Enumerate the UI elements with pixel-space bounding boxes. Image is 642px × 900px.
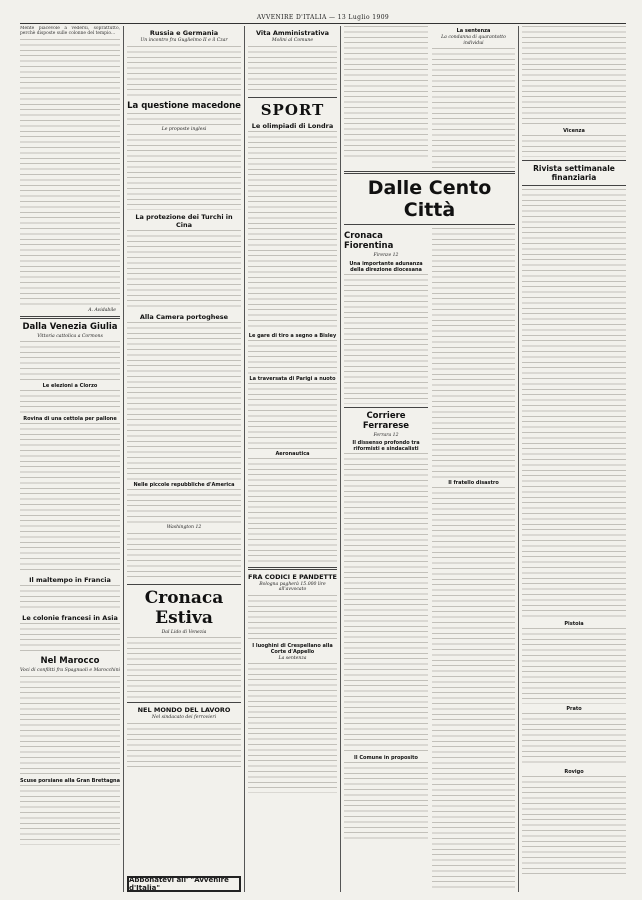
text-block [248, 131, 337, 331]
text-block [248, 663, 337, 793]
headline: Rovina di una cettola per pallone [23, 416, 117, 423]
text-block [20, 676, 120, 776]
headline: Rivista settimanale finanziaria [533, 164, 615, 182]
top-right [432, 26, 515, 168]
column-rule [340, 26, 341, 892]
headline: Vita Amministrativa [255, 29, 330, 37]
headline-subtitle: Un incontro fra Guglielmo II e il Czar [140, 38, 228, 43]
headline: SPORT [260, 100, 325, 119]
text-block [522, 628, 626, 704]
text-block [20, 390, 120, 414]
headline-subtitle: Dal Lido di Venezia [161, 629, 207, 635]
headline-subtitle: Nel sindacato dei ferrovieri [151, 715, 217, 720]
headline: FRA CODICI E PANDETTE [248, 572, 337, 581]
text-block [432, 487, 515, 892]
text-block [127, 230, 241, 310]
cities-right [432, 228, 515, 892]
signature: A. Avidabile [88, 307, 116, 313]
text-block [127, 113, 241, 127]
headline: La sentenza [456, 28, 491, 34]
headline-subtitle: Molini al Comune [271, 38, 314, 43]
newspaper-page [20, 12, 626, 892]
text-block [522, 776, 626, 876]
column-3 [248, 26, 337, 892]
headline-subtitle: Le proposte inglesi [161, 126, 207, 132]
text-block [127, 723, 241, 769]
divider [522, 185, 626, 186]
newspaper-body [20, 26, 626, 892]
headline-subtitle: Il dissenso profondo tra riformisti e sindacalisti [352, 440, 420, 452]
section-title: Dalle Cento Città [367, 177, 492, 221]
headline: Rovigo [564, 769, 584, 775]
column-rule [123, 26, 124, 892]
text-block [20, 39, 120, 307]
headline: Pistoia [564, 621, 584, 627]
divider [344, 407, 428, 408]
headline: Aeronautica [275, 450, 310, 457]
headline: Le colonie francesi in Asia [22, 614, 118, 623]
divider [344, 224, 515, 225]
headline: Nel Marocco [40, 656, 100, 667]
text-block [248, 383, 337, 449]
text-block [20, 423, 120, 573]
headline-subtitle: Voci di conflitti fra Spagnuoli e Marocchini [20, 668, 120, 674]
divider [127, 702, 241, 703]
headline: Alla Camera portoghese [139, 313, 229, 321]
masthead-text: AVVENIRE D'ITALIA — 13 Luglio 1909 [256, 14, 390, 21]
cities-left [344, 228, 428, 892]
text-block [127, 637, 241, 699]
column-5 [522, 26, 626, 892]
divider [522, 160, 626, 161]
divider [20, 316, 120, 319]
headline-subtitle: Firenze 12 [373, 253, 399, 258]
text-block [522, 135, 626, 157]
headline-subtitle: Ferrara 12 [373, 432, 399, 438]
column-4 [344, 26, 515, 892]
headline: Scuse porsiane alla Gran Brettagna [20, 777, 120, 784]
text-block [344, 762, 428, 842]
lead-text: Mente piacevole a vedersi, soprattutto, perchè disposte sulle colonne del tempio... [20, 26, 120, 37]
headline-subtitle: Washington 12 [166, 525, 202, 530]
headline: Vicenza [563, 128, 585, 134]
divider [248, 567, 337, 570]
headline: Cronaca Estiva [144, 587, 224, 628]
headline-subtitle: Bologna pagherà 15.000 lire all'avvocato [259, 581, 326, 592]
headline: Il maltempo in Francia [29, 576, 111, 585]
text-block [248, 340, 337, 374]
text-block [127, 322, 241, 480]
column-rule [518, 26, 519, 892]
headline: I luoghini di Crespellano alla Corte d'Appello [252, 642, 333, 655]
divider [127, 584, 241, 585]
top-left [344, 26, 428, 168]
headline: Russia e Germania [149, 29, 219, 37]
top-split [344, 26, 515, 168]
text-block [127, 134, 241, 210]
headline: Il fratello disastro [448, 480, 499, 486]
divider [248, 97, 337, 98]
section-subtitle: Vittoria cattolica a Cormons [37, 333, 103, 339]
text-block [522, 713, 626, 767]
divider [344, 171, 515, 174]
text-block [248, 458, 337, 564]
section-title: Dalla Venezia Giulia [22, 321, 118, 332]
column-1 [20, 26, 120, 892]
text-block [344, 274, 428, 404]
subscription-box [127, 876, 241, 892]
headline-subtitle: La sentenza [278, 655, 307, 661]
text-block [127, 46, 241, 98]
cities-split [344, 228, 515, 892]
text-block [522, 189, 626, 619]
headline: Corriere Ferrarese [362, 410, 410, 431]
headline: Il Comune in proposito [354, 755, 418, 761]
text-block [432, 228, 515, 478]
headline: Le gare di tiro a segno a Bisley [248, 332, 337, 339]
headline-subtitle: Le olimpiadi di Londra [251, 121, 334, 130]
text-block [522, 26, 626, 126]
headline: NEL MONDO DEL LAVORO [137, 706, 231, 714]
subscription-label: Abbonatevi all' "Avvenire d'Italia" [129, 876, 229, 892]
headline-subtitle: Una importante adunanza della direzione diocesana [349, 260, 423, 273]
headline-subtitle: La condanna di quarantotto individui [441, 35, 506, 46]
text-block [344, 26, 428, 160]
text-block [248, 595, 337, 641]
text-block [127, 533, 241, 581]
text-block [20, 341, 120, 381]
text-block [248, 46, 337, 94]
text-block [20, 785, 120, 845]
column-rule [244, 26, 245, 892]
text-block [20, 585, 120, 611]
headline: La questione macedone [127, 100, 241, 111]
headline: Cronaca Fiorentina [344, 231, 394, 251]
text-block [127, 489, 241, 525]
text-block [344, 453, 428, 753]
text-block [20, 623, 120, 653]
text-block [432, 48, 515, 168]
masthead [20, 12, 626, 24]
headline: Le elezioni a Clorzo [42, 383, 98, 390]
headline: Prato [566, 706, 582, 712]
column-2 [127, 26, 241, 892]
headline: Nelle piccole repubbliche d'America [133, 482, 235, 488]
headline: La protezione dei Turchi in Cina [135, 213, 233, 229]
headline: La traversata di Parigi a nuoto [249, 375, 336, 382]
